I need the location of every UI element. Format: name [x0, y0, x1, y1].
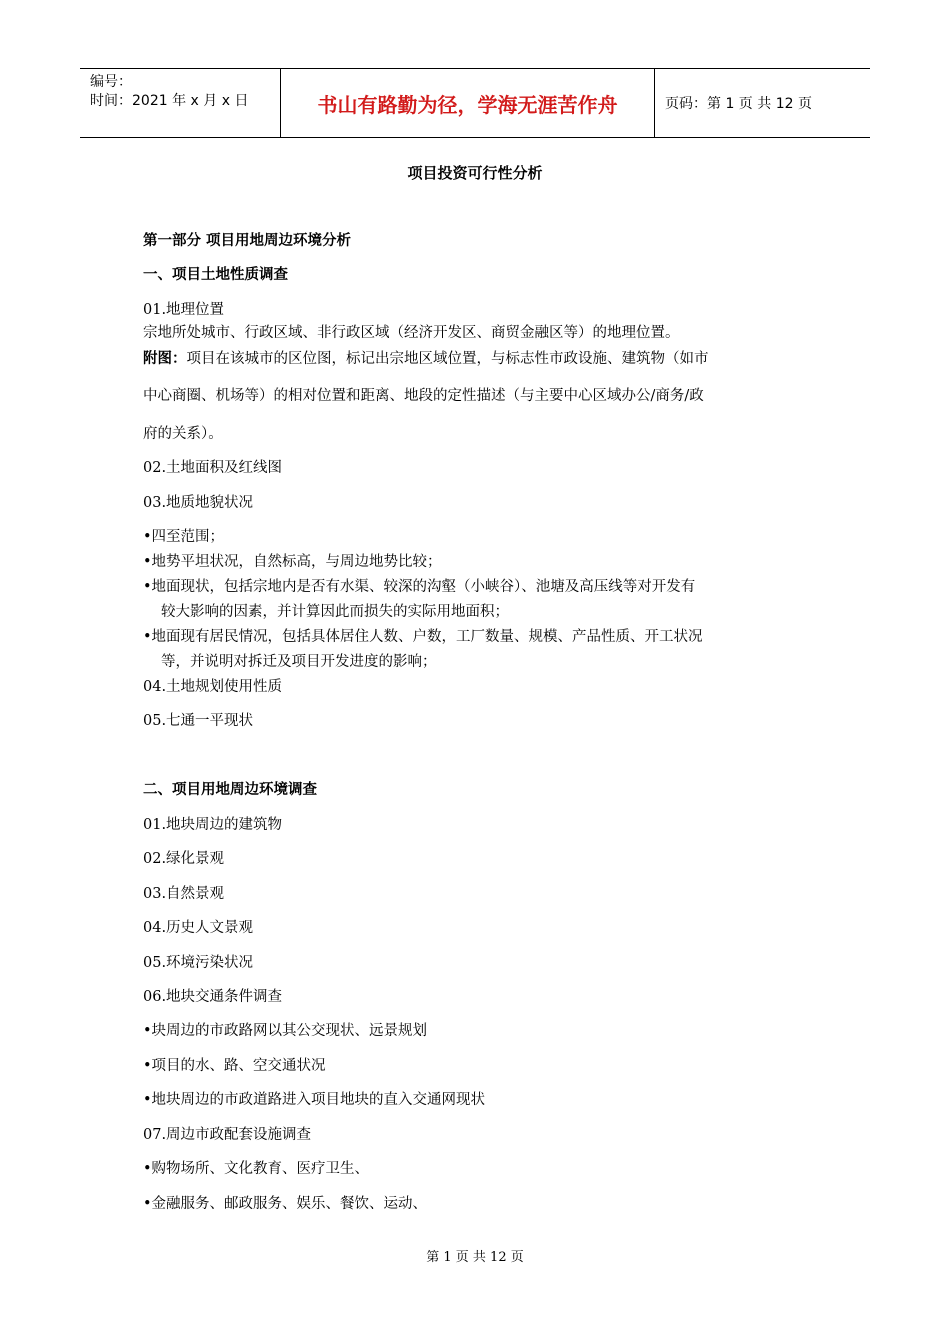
part1-heading: 第一部分 项目用地周边环境分析	[143, 233, 352, 249]
section1-bullet-4-line-1: •地面现有居民情况，包括具体居住人数、户数，工厂数量、规模、产品性质、开工状况	[143, 629, 703, 645]
attach-line-2: 中心商圈、机场等）的相对位置和距离、地段的定性描述（与主要中心区域办公/商务/政	[143, 388, 704, 404]
header-motto: 书山有路勤为径，学海无涯苦作舟	[281, 69, 655, 137]
number-label: 编号：	[90, 74, 132, 90]
section1-item-03: 03.地质地貌状况	[143, 495, 254, 511]
document-title: 项目投资可行性分析	[407, 164, 543, 182]
section1-bullet-3-line-1: •地面现状，包括宗地内是否有水渠、较深的沟壑（小峡谷）、池塘及高压线等对开发有	[143, 579, 696, 595]
section1-bullet-4-line-2: 等，并说明对拆迁及项目开发进度的影响；	[161, 654, 437, 670]
section2-heading: 二、项目用地周边环境调查	[143, 782, 317, 798]
section2-item-07: 07.周边市政配套设施调查	[143, 1127, 312, 1143]
section2-bullet-5: •金融服务、邮政服务、娱乐、餐饮、运动、	[143, 1196, 428, 1212]
section2-item-02: 02.绿化景观	[143, 851, 225, 867]
attach-label: 附图：	[143, 351, 187, 367]
section1-heading: 一、项目土地性质调查	[143, 267, 288, 283]
attach-line-3: 府的关系）。	[143, 426, 223, 442]
section1-item-05: 05.七通一平现状	[143, 713, 254, 729]
section2-item-03: 03.自然景观	[143, 886, 225, 902]
section2-bullet-1: •块周边的市政路网以其公交现状、远景规划	[143, 1023, 428, 1039]
section2-bullet-4: •购物场所、文化教育、医疗卫生、	[143, 1161, 370, 1177]
section1-bullet-2: •地势平坦状况，自然标高，与周边地势比较；	[143, 554, 442, 570]
section1-item-02: 02.土地面积及红线图	[143, 460, 283, 476]
section2-item-05: 05.环境污染状况	[143, 955, 254, 971]
section2-bullet-2: •项目的水、路、空交通状况	[143, 1058, 326, 1074]
header-left-cell	[80, 69, 281, 137]
header-page-info: 页码：第 1 页 共 12 页	[665, 96, 812, 112]
section1-item-01-desc: 宗地所处城市、行政区域、非行政区域（经济开发区、商贸金融区等）的地理位置。	[143, 325, 680, 341]
page-footer: 第 1 页 共 12 页	[426, 1250, 524, 1265]
section2-bullet-3: •地块周边的市政道路进入项目地块的直入交通网现状	[143, 1092, 486, 1108]
section1-item-01: 01.地理位置	[143, 302, 225, 318]
time-label: 时间：2021 年 x 月 x 日	[90, 93, 249, 109]
section2-item-06: 06.地块交通条件调查	[143, 989, 283, 1005]
section2-item-04: 04.历史人文景观	[143, 920, 254, 936]
section1-bullet-3-line-2: 较大影响的因素，并计算因此而损失的实际用地面积；	[161, 604, 509, 620]
header-table	[80, 68, 870, 138]
section1-item-04: 04.土地规划使用性质	[143, 679, 283, 695]
section2-item-01: 01.地块周边的建筑物	[143, 817, 283, 833]
section1-bullet-1: •四至范围；	[143, 529, 225, 545]
attach-line-1: 附图：项目在该城市的区位图，标记出宗地区域位置，与标志性市政设施、建筑物（如市	[143, 351, 709, 367]
